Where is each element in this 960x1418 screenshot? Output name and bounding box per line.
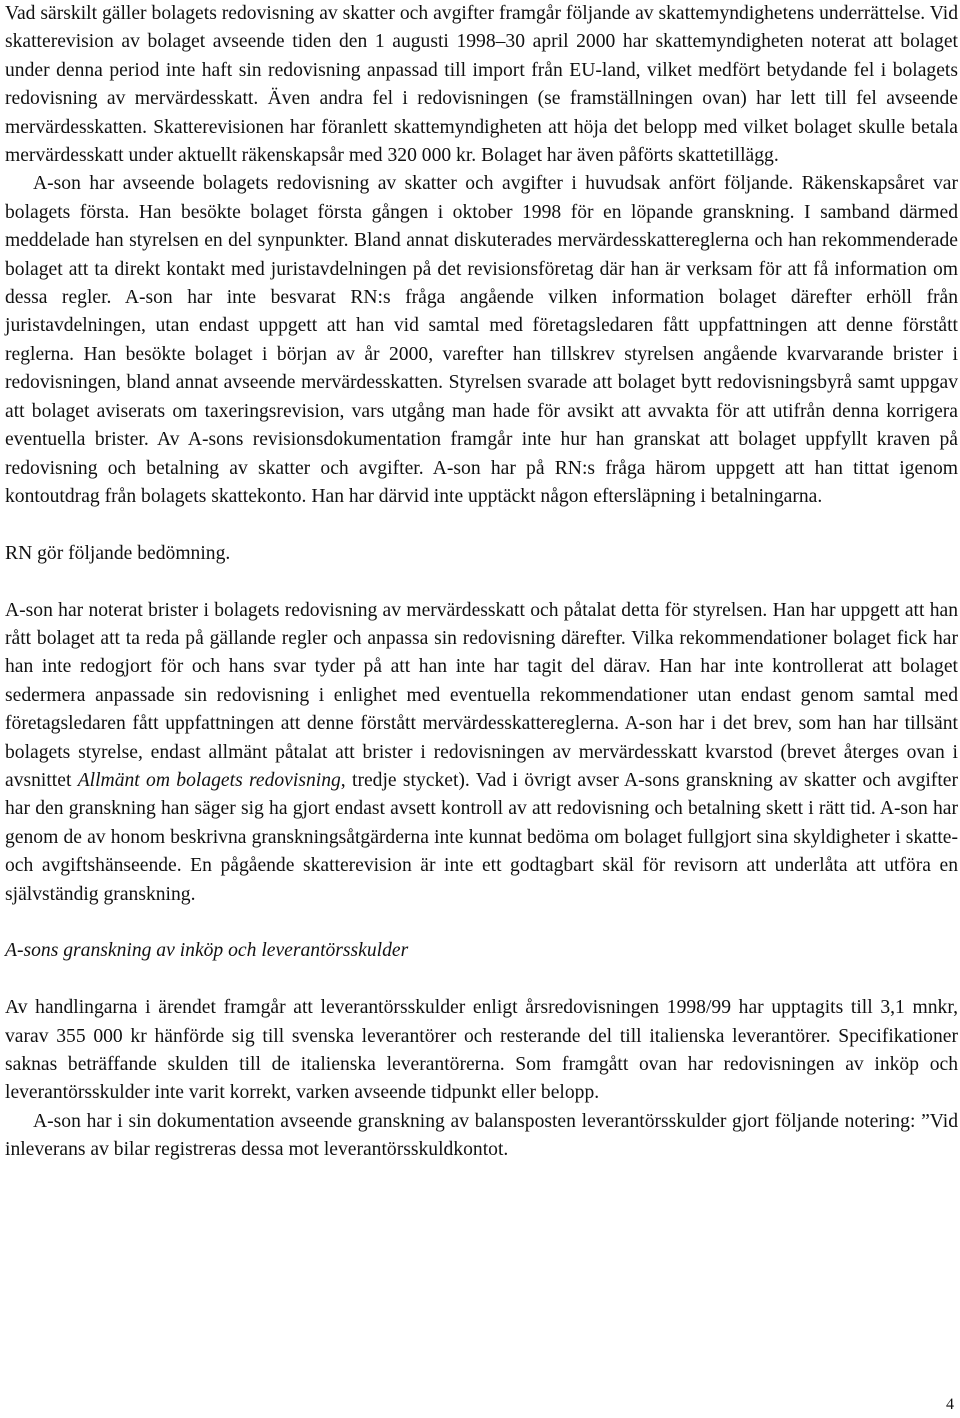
paragraph-rn-assessment-intro: RN gör följande bedömning. xyxy=(5,542,231,564)
assessment-text-before: A-son har noterat brister i bolagets redovisning av mervärdesskatt och påtalat detta för styrelsen. Han har uppgett att han rått bolaget att ta reda på gällande regler och anpassa sin redovisning därefter. Vilka rekommendationer bolaget fick har han inte redogjort för och hans svar tyder på att han inte har tagit del därav. Han har inte kontrollerat att bolaget sedermera anpassade sin redovisning i enlighet med eventuella rekommendationer utan endast genom samtal med företagsledaren fått uppfattningen att denne förstått mervärdesskattereglerna. A-son har i det brev, som han har tillsänt bolagets styrelse, endast allmänt påtalat att brister i redovisningen av mervärdesskatt kvarstod (brevet återges ovan i avsnittet xyxy=(5,599,958,791)
section-heading: A-sons granskning av inköp och leverantörsskulder xyxy=(5,940,409,962)
document-page xyxy=(5,0,958,1165)
paragraph-auditor-statement: A-son har avseende bolagets redovisning av skatter och avgifter i huvudsak anfört följande. Räkenskapsåret var bolagets första. Han besökte bolaget första gången i oktober 1998 för en löpande granskning. I samband därmed meddelade han styrelsen en del synpunkter. Bland annat diskuterades mervärdesskattereglerna och han rekommenderade bolaget att ta direkt kontakt med juristavdelningen på det revisionsföretag där han är verksam för att få information om dessa regler. A-son har inte besvarat RN:s fråga angående vilken information bolaget därefter erhöll från juristavdelningen, utan endast uppgett att han vid samtal med företagsledaren fått uppfattningen att denne förstått reglerna. Han besökte bolaget i början av år 2000, varefter han tillskrev styrelsen angående kvarvarande brister i redovisningen, bland annat avseende mervärdesskatten. Styrelsen svarade att bolaget bytt redovisningsbyrå samt uppgav att bolaget aviserats om taxeringsrevision, vars utgång man hade för avsikt att avvakta för att utifrån denna korrigera eventuella brister. Av A-sons revisionsdokumentation framgår inte hur han granskat att bolaget uppfyllt kraven på redovisning och betalning av skatter och avgifter. A-son har på RN:s fråga härom uppgett att han tittat igenom kontoutdrag från bolagets skattekonto. Han har därvid inte upptäckt någon eftersläpning i betalningarna. xyxy=(5,173,958,507)
paragraph-tax-audit: Vad särskilt gäller bolagets redovisning av skatter och avgifter framgår följande av skattemyndighetens underrättelse. Vid skatterevision av bolaget avseende tiden den 1 augusti 1998–30 april 2000 har skattemyndigheten noterat att bolaget under denna period inte haft sin redovisning anpassad till import från EU-land, vilket medfört betydande fel i bolagets redovisning av mervärdesskatt. Även andra fel i redovisningen (se framställningen ovan) har lett till fel avseende mervärdesskatten. Skatterevisionen har föranlett skattemyndigheten att höja det belopp med vilket bolaget skulle betala mervärdesskatt under aktuellt räkenskapsår med 320 000 kr. Bolaget har även påförts skattetillägg. xyxy=(5,3,958,167)
page-number: 4 xyxy=(946,1396,954,1413)
paragraph-supplier-debts: Av handlingarna i ärendet framgår att leverantörsskulder enligt årsredovisningen 1998/99 har upptagits till 3,1 mnkr, varav 355 000 kr hänförde sig till svenska leverantörer och resterande del till italienska leverantörer. Specifikationer saknas beträffande skulden till de italienska leverantörerna. Som framgått ovan har redovisningen av inköp och leverantörsskulder inte varit korrekt, varken avseende tidpunkt eller belopp. xyxy=(5,997,958,1104)
paragraph-rn-assessment xyxy=(5,597,958,909)
section-reference: Allmänt om bolagets redovisning xyxy=(77,769,341,791)
assessment-text-after: , tredje stycket). Vad i övrigt avser A-sons granskning av skatter och avgifter har den granskning han säger sig ha gjort endast avsett kontroll av att redovisning och betalning skett i rätt tid. A-son har genom de av honom beskrivna granskningsåtgärderna inte kunnat bedöma om bolaget fullgjort sina skyldigheter i skatte- och avgiftshänseende. En pågående skatterevision är inte ett godtagbart skäl för revisorn att underlåta att utföra en självständig granskning. xyxy=(5,769,959,905)
paragraph-documentation-note: A-son har i sin dokumentation avseende granskning av balansposten leverantörsskulder gjort följande notering: ”Vid inleverans av bilar registreras dessa mot leverantörsskuldkontot. xyxy=(5,1110,958,1161)
